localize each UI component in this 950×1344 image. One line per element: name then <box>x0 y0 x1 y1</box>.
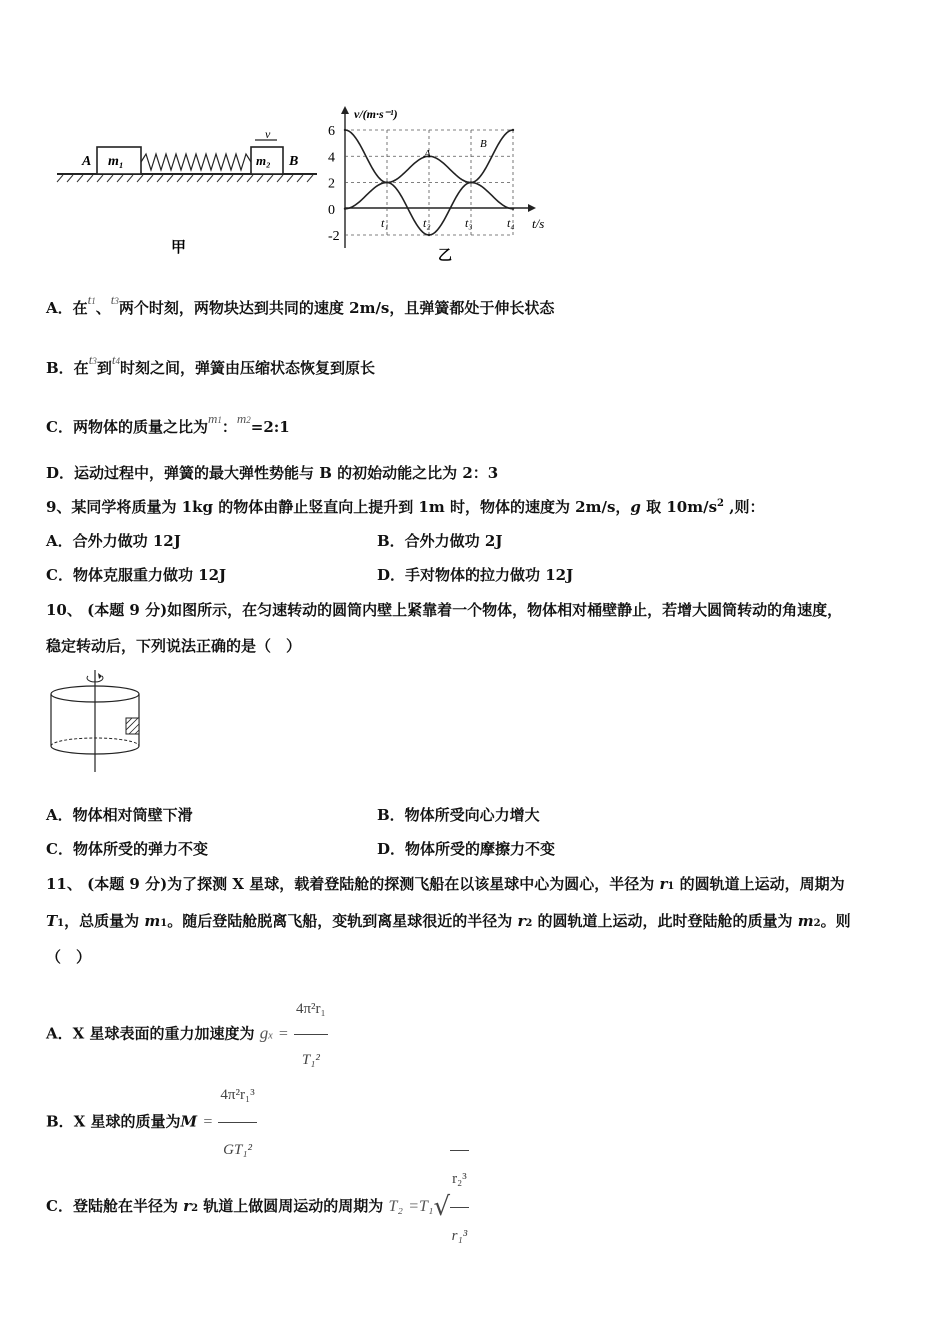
y-axis-label: v/(m·s⁻¹) <box>354 107 398 121</box>
q8-b-text: 时刻之间，弹簧由压缩状态恢复到原长 <box>119 359 375 377</box>
data-point-b <box>428 234 430 236</box>
q9-option-b[interactable]: B．合外力做功 2J <box>377 532 503 550</box>
spring <box>141 154 251 170</box>
q11-option-b[interactable]: B．X 星球的质量为M = $\frac{\text{4π²r₁³}}{\text{GT₁²}}$ <box>46 1068 257 1177</box>
q8-b-mid: 到 <box>96 359 112 377</box>
block-m1-label: m₁ <box>108 154 124 169</box>
block-a-label: A <box>82 154 92 169</box>
y-tick-label: 2 <box>328 176 335 192</box>
x-axis-label: t/s <box>532 216 545 231</box>
q8-option-a[interactable] <box>46 292 555 320</box>
q11-stem-line1: 11、 (本题 9 分)为了探测 X 星球，载着登陆舱的探测飞船在以该星球中心为圆心，半径为 r1 的圆轨道上运动，周期为 <box>46 875 845 893</box>
rotating-cylinder-figure <box>44 668 148 776</box>
x-tick-label: t₄ <box>507 216 515 230</box>
q8-a-t1: t1 <box>87 292 96 307</box>
data-point-b <box>344 129 346 131</box>
curve-a-label: A <box>424 148 431 160</box>
block-b-label: B <box>289 154 299 169</box>
q8-a-t3: t3 <box>110 292 119 307</box>
data-point-a <box>512 208 514 210</box>
q11-stem-line2: T1，总质量为 m1。随后登陆舱脱离飞船，变轨到离星球很近的半径为 r2 的圆轨道上运动，此时登陆舱的质量为 m2。则 <box>46 912 851 930</box>
q8-c-prefix: C．两物体的质量之比为 <box>46 418 208 436</box>
y-tick-label: 4 <box>328 150 335 166</box>
figure-yi-label: 乙 <box>438 249 452 264</box>
q10-option-a[interactable]: A．物体相对筒壁下滑 <box>46 806 193 824</box>
figure-jia-label: 甲 <box>171 240 187 256</box>
y-tick-label: -2 <box>328 229 340 244</box>
q11-stem-line3: （ ） <box>46 948 92 966</box>
q9-option-a[interactable]: A．合外力做功 12J <box>46 532 181 550</box>
curve-b-label: B <box>480 138 487 150</box>
q10-option-d[interactable]: D．物体所受的摩擦力不变 <box>377 840 556 858</box>
y-tick-label: 6 <box>328 124 335 139</box>
velocity-mark: v <box>265 127 271 141</box>
q8-b-t4: t4 <box>111 352 120 367</box>
q9-stem: 9、某同学将质量为 1kg 的物体由静止竖直向上提升到 1m 时，物体的速度为 2m/s，g 取 $10m/s^2$ ,则： <box>46 498 765 516</box>
data-point-b <box>470 181 472 183</box>
q11-option-c[interactable]: C．登陆舱在半径为 r2 轨道上做圆周运动的周期为 T₂ =T₁√ $\frac{\text{r₂³}}{\text{r₁³}}$ <box>46 1150 469 1264</box>
q11-a-fraction: $\frac{\text{4π²r₁}}{\text{T₁²}}$ <box>294 984 328 1085</box>
y-axis-arrow <box>341 106 349 114</box>
x-tick-label: t₂ <box>423 216 431 230</box>
x-axis-arrow <box>528 204 536 212</box>
data-point-b <box>512 129 514 131</box>
q10-stem-line1: 10、 (本题 9 分)如图所示，在匀速转动的圆筒内壁上紧靠着一个物体，物体相对桶壁静止，若增大圆筒转动的角速度， <box>46 601 843 619</box>
q10-stem-line2: 稳定转动后，下列说法正确的是（ ） <box>46 637 302 655</box>
q9-option-c[interactable]: C．物体克服重力做功 12J <box>46 566 227 584</box>
q10-option-b[interactable]: B．物体所受向心力增大 <box>377 806 540 824</box>
y-tick-label: 0 <box>328 202 335 218</box>
q8-b-prefix: B．在 <box>46 359 89 377</box>
velocity-time-chart <box>310 100 560 270</box>
x-tick-label: t₃ <box>465 216 473 230</box>
q11-option-a[interactable]: A．X 星球表面的重力加速度为 gx = $\frac{\text{4π²r₁}}{\text{T₁²}}$ <box>46 984 328 1085</box>
q8-option-b[interactable] <box>46 352 375 380</box>
q8-c-colon: ： <box>221 418 237 436</box>
q8-c-m1: m1 <box>207 411 222 426</box>
q8-a-text: 两个时刻，两物块达到共同的速度 2m/s，且弹簧都处于伸长状态 <box>118 299 555 317</box>
q11-c-fraction: $\frac{\text{r₂³}}{\text{r₁³}}$ <box>450 1150 469 1264</box>
q8-a-sep: 、 <box>95 299 111 317</box>
block-m2-label: m₂ <box>256 153 271 168</box>
spring-blocks-figure <box>55 120 320 260</box>
data-point-a <box>344 208 346 210</box>
q8-c-m2: m2 <box>236 411 251 426</box>
q11-b-fraction: $\frac{\text{4π²r₁³}}{\text{GT₁²}}$ <box>218 1068 256 1177</box>
q8-b-t3: t3 <box>88 352 97 367</box>
q10-option-c[interactable]: C．物体所受的弹力不变 <box>46 840 208 858</box>
q8-option-d[interactable]: D．运动过程中，弹簧的最大弹性势能与 B 的初始动能之比为 2：3 <box>46 464 499 482</box>
q8-a-prefix: A．在 <box>46 299 88 317</box>
x-tick-label: t₁ <box>381 216 389 230</box>
q8-option-c[interactable] <box>46 411 290 439</box>
q8-c-ratio: =2:1 <box>250 418 290 436</box>
q9-option-d[interactable]: D．手对物体的拉力做功 12J <box>377 566 574 584</box>
data-point-b <box>386 181 388 183</box>
